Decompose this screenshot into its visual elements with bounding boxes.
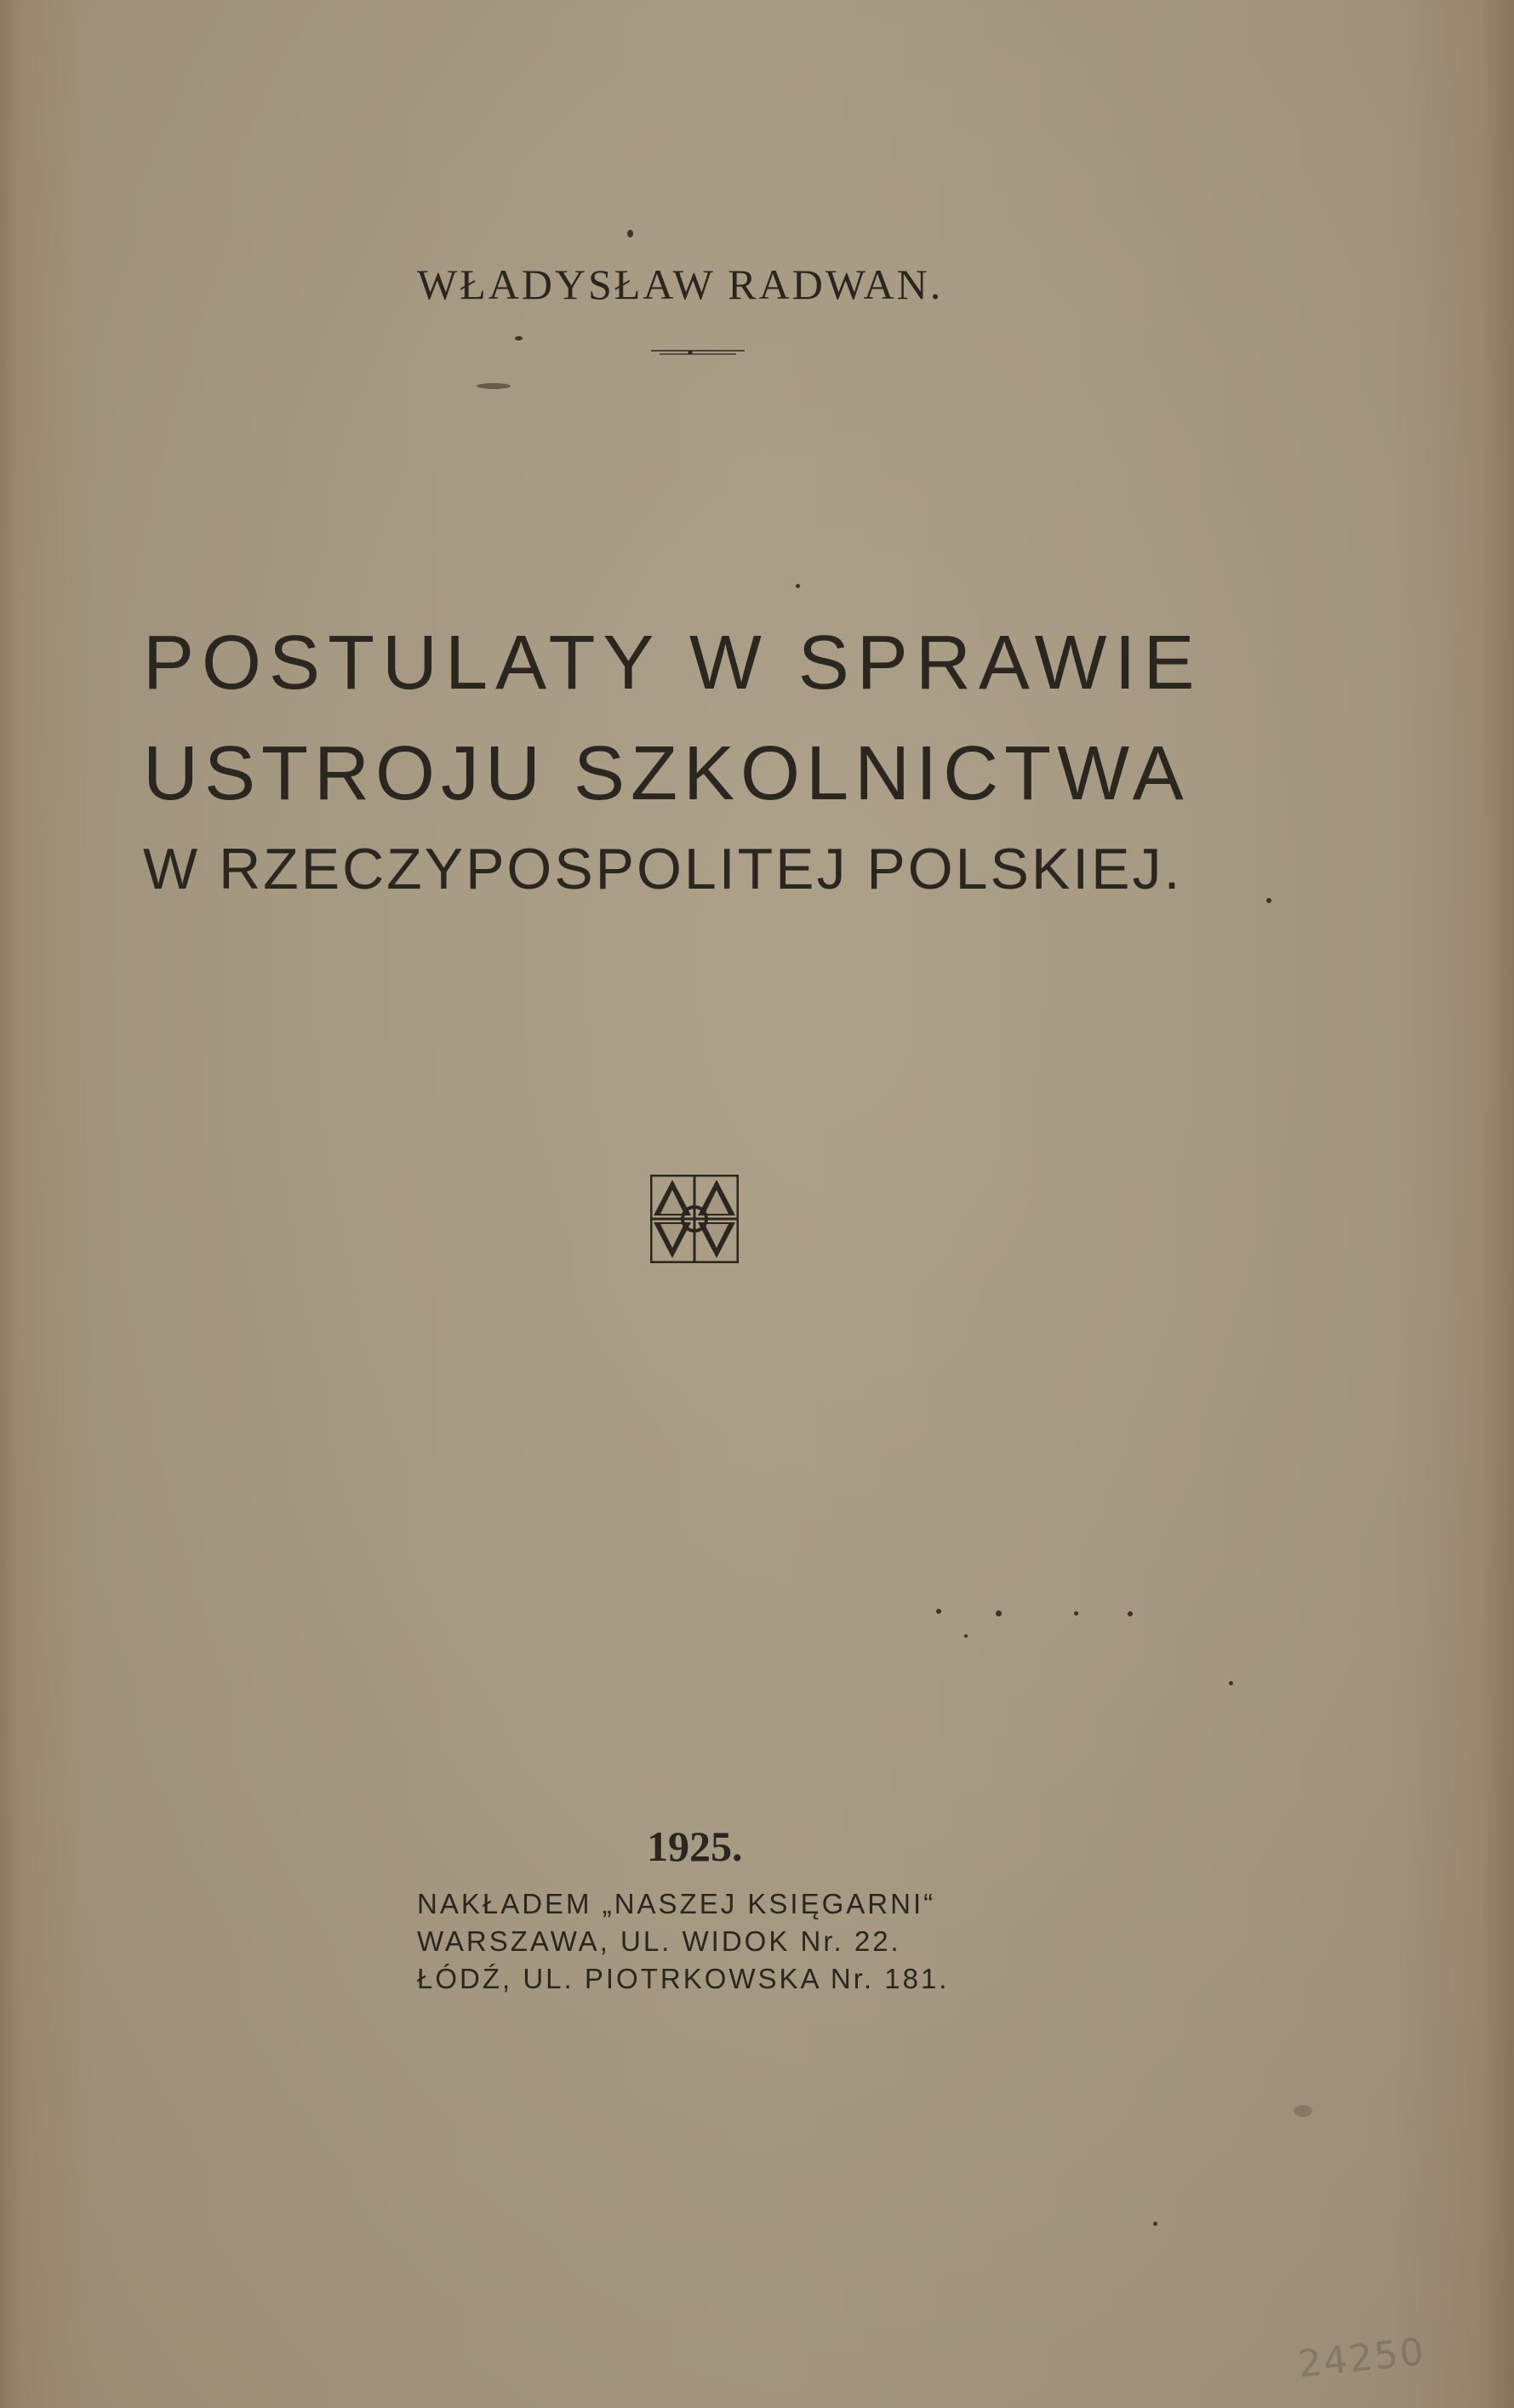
author-name: WŁADYSŁAW RADWAN. (417, 260, 944, 308)
title-line-2: USTROJU SZKOLNICTWA (143, 731, 1190, 816)
imprint-publisher: NAKŁADEM „NASZEJ KSIĘGARNI“ (417, 1888, 936, 1919)
paper-speck (1294, 2105, 1312, 2117)
decorative-rule-icon (651, 349, 745, 356)
paper-speck (936, 1609, 941, 1614)
imprint-warsaw-address: WARSZAWA, UL. WIDOK Nr. 22. (417, 1925, 901, 1957)
paper-speck (964, 1634, 968, 1638)
paper-speck (1128, 1611, 1133, 1616)
paper-speck (1266, 898, 1271, 903)
page-edge-left (0, 0, 20, 2408)
title-line-3: W RZECZYPOSPOLITEJ POLSKIEJ. (143, 837, 1183, 901)
paper-speck (1153, 2222, 1157, 2226)
publication-year: 1925. (647, 1822, 743, 1870)
paper-speck (1074, 1611, 1078, 1616)
imprint-lodz-address: ŁÓDŹ, UL. PIOTRKOWSKA Nr. 181. (417, 1963, 950, 1994)
paper-speck (627, 230, 633, 237)
page-edge-right (1480, 0, 1514, 2408)
publisher-ornament-icon (650, 1175, 739, 1263)
paper-speck (1229, 1681, 1233, 1685)
title-line-1: POSTULATY W SPRAWIE (143, 621, 1203, 706)
paper-speck (796, 584, 800, 588)
pencil-shelf-mark: 24250 (1295, 2330, 1428, 2387)
paper-speck (477, 383, 511, 389)
paper-speck (996, 1610, 1002, 1616)
paper-speck (515, 336, 523, 340)
